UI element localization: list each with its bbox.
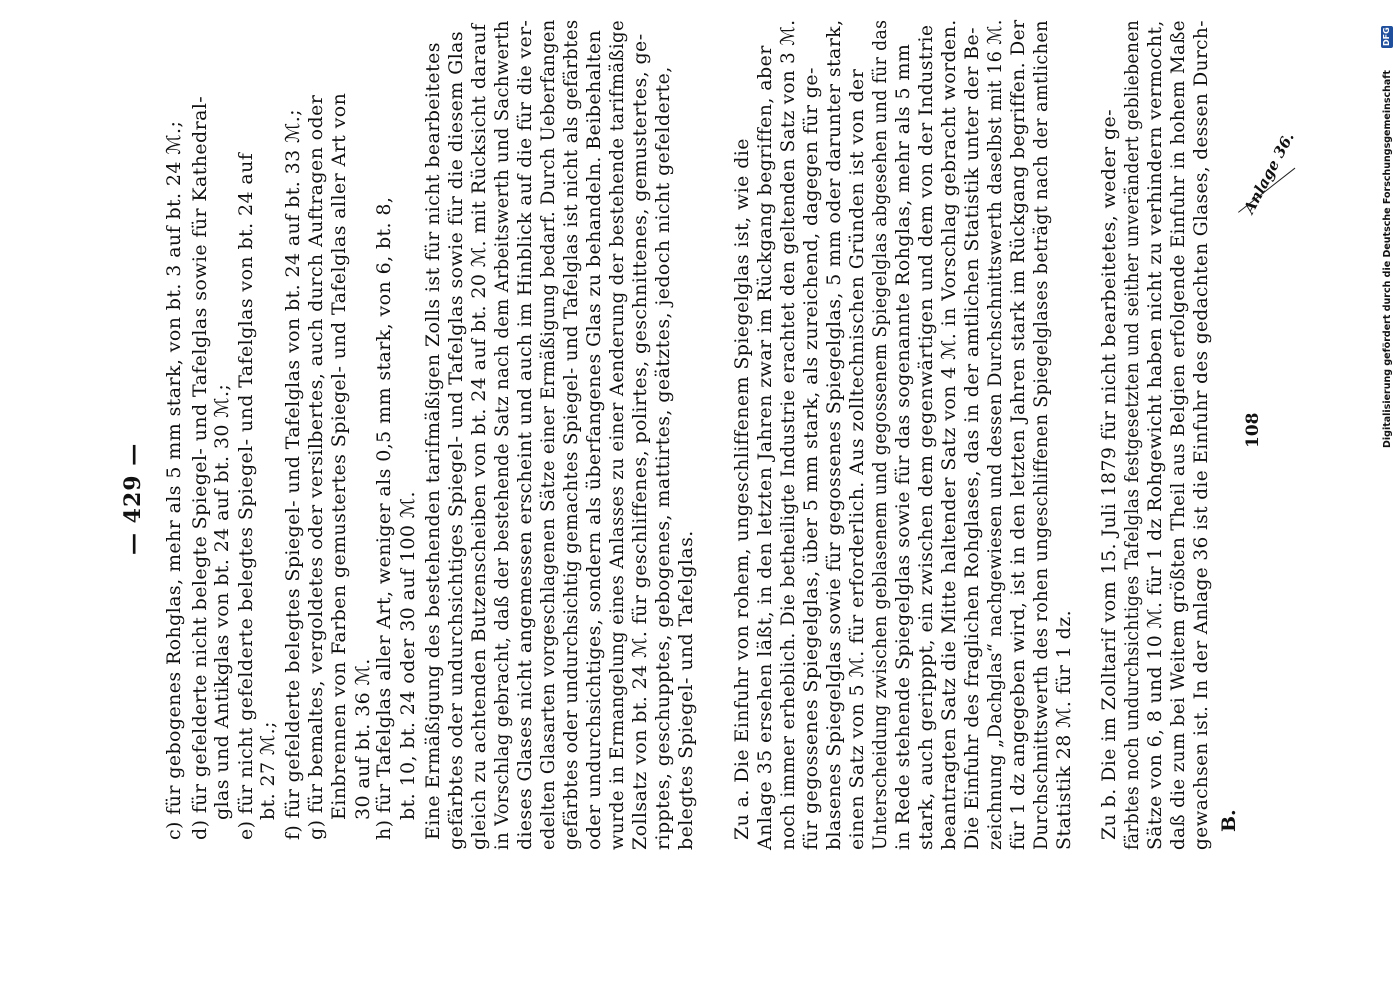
sheet-letter: B. — [1218, 809, 1240, 832]
text-line: dieses Glases nicht angemessen erscheint und auch im Hinblick auf die für die ver- — [514, 19, 536, 851]
text-line: f) für gefelderte belegtes Spiegel- und Tafelglas von bt. 24 auf bt. 33 ℳ.; — [282, 109, 304, 840]
text-line: einen Satz von 5 ℳ. für erforderlich. Aus zolltechnischen Gründen ist von der — [846, 68, 868, 850]
text-line: gleich zu achtenden Butzenscheiben von bt. 24 auf bt. 20 ℳ. mit Rücksicht darauf — [468, 23, 490, 850]
text-line: gefärbtes oder undurchsichtig gemachtes Spiegel- und Tafelglas ist nicht als gefärbtes — [560, 19, 582, 850]
text-line: Zu a. Die Einfuhr von rohem, ungeschliffenem Spiegelglas ist, wie die — [731, 138, 753, 840]
text-line: blasenes Spiegelglas sowie für gegossenes Spiegelglas, 5 mm oder darunter stark, — [823, 19, 845, 850]
text-line: bt. 10, bt. 24 oder 30 auf 100 ℳ. — [397, 491, 419, 820]
text-line: gewachsen ist. In der Anlage 36 ist die Einfuhr des gedachten Glases, dessen Durch- — [1190, 20, 1212, 850]
text-line: g) für bemaltes, vergoldetes oder versilbertes, auch durch Auftragen oder — [305, 94, 327, 840]
text-line: Die Einfuhr des fraglichen Rohglases, das in der amtlichen Statistik unter der Be- — [961, 27, 983, 850]
text-line: Eine Ermäßigung des bestehenden tarifmäßigen Zolls ist für nicht bearbeitetes — [422, 42, 444, 840]
sheet-number: 108 — [1243, 412, 1263, 448]
text-line: glas und Antikglas von bt. 24 auf bt. 30 ℳ.; — [211, 383, 233, 820]
text-line: ripptes, geschupptes, gebogenes, mattirtes, geätztes, jedoch nicht gefelderte, — [652, 66, 674, 850]
text-line: Anlage 35 ersehen läßt, in den letzten Jahren zwar im Rückgang begriffen, aber — [754, 45, 776, 850]
anlage-label: Anlage 36. — [1240, 129, 1298, 217]
text-line: in Vorschlag gebracht, daß der bestehende Satz nach dem Arbeitswerth und Sachwerth — [491, 20, 513, 850]
text-line: Statistik 28 ℳ. für 1 dz. — [1053, 609, 1075, 850]
dfg-logo — [1381, 26, 1393, 48]
text-line: daß die zum bei Weitem größten Theil aus Belgien erfolgende Einfuhr in hohem Maße — [1167, 20, 1189, 850]
digitization-note: Digitalisierung gefördert durch die Deutsche Forschungsgemeinschaft — [1382, 70, 1393, 448]
text-line: für 1 dz angegeben wird, ist in den letzten Jahren stark im Rückgang begriffen. Der — [1007, 19, 1029, 851]
page-number-header: — 429 — — [120, 442, 146, 555]
text-line: Durchschnittswerth des rohen ungeschliffenen Spiegelglases beträgt nach der amtlichen — [1030, 20, 1052, 851]
text-line: edelten Glasarten vorgeschlagenen Sätze einer Ermäßigung bedarf. Durch Ueberfangen — [537, 19, 559, 851]
text-line: für gegossenes Spiegelglas, über 5 mm stark, als zureichend, dagegen für ge- — [800, 67, 822, 850]
text-line: 30 auf bt. 36 ℳ. — [352, 658, 374, 820]
text-line: beantragten Satz die Mitte haltender Satz von 4 ℳ. in Vorschlag gebracht worden. — [938, 19, 960, 851]
text-line: h) für Tafelglas aller Art, weniger als 0,5 mm stark, von 6, bt. 8, — [373, 196, 395, 840]
text-line: noch immer erheblich. Die betheiligte Industrie erachtet den geltenden Satz von 3 ℳ. — [777, 19, 799, 850]
text-line: Zollsatz von bt. 24 ℳ. für geschliffenes, polirtes, geschnittenes, gemustertes, ge- — [629, 33, 651, 850]
text-line: Unterscheidung zwischen geblasenem und gegossenem Spiegelglas abgesehen und für das — [869, 19, 891, 850]
text-line: c) für gebogenes Rohglas, mehr als 5 mm stark, von bt. 3 auf bt. 24 ℳ.; — [163, 120, 185, 840]
text-line: Sätze von 6, 8 und 10 ℳ. für 1 dz Rohgewicht haben nicht zu verhindern vermocht, — [1144, 20, 1166, 850]
text-line: bt. 27 ℳ.; — [257, 721, 279, 820]
text-line: Zu b. Die im Zolltarif vom 15. Juli 1879 für nicht bearbeitetes, weder ge- — [1098, 109, 1120, 840]
text-line: Einbrennen von Farben gemustertes Spiegel- und Tafelglas aller Art von — [328, 92, 350, 820]
dfg-logo-text: DFG — [1382, 27, 1391, 46]
text-line: oder undurchsichtiges, sondern als überfangenes Glas zu behandeln. Beibehalten — [583, 29, 605, 850]
text-line: stark, auch geripppt, ein zwischen dem gegenwärtigen und dem von der Industrie — [915, 24, 937, 850]
text-line: zeichnung „Dachglas“ nachgewiesen und dessen Durchschnittswerth daselbst mit 16 ℳ. — [984, 19, 1006, 850]
text-line: wurde in Ermangelung eines Anlasses zu einer Aenderung der bestehende tarifmäßige — [606, 19, 628, 850]
text-line: gefärbtes oder undurchsichtiges Spiegel- und Tafelglas sowie für die diesem Glas — [445, 30, 467, 850]
text-line: e) für nicht gefelderte belegtes Spiegel- und Tafelglas von bt. 24 auf — [235, 152, 257, 840]
text-line: belegtes Spiegel- und Tafelglas. — [675, 530, 697, 850]
text-line: in Rede stehende Spiegelglas sowie für das sogenannte Rohglas, mehr als 5 mm — [892, 43, 914, 850]
text-line: färbtes noch undurchsichtiges Tafelglas festgesetzten und seither unverändert gebliebenen — [1121, 19, 1143, 851]
text-line: d) für gefelderte nicht belegte Spiegel- und Tafelglas sowie für Kathedral- — [189, 95, 211, 840]
